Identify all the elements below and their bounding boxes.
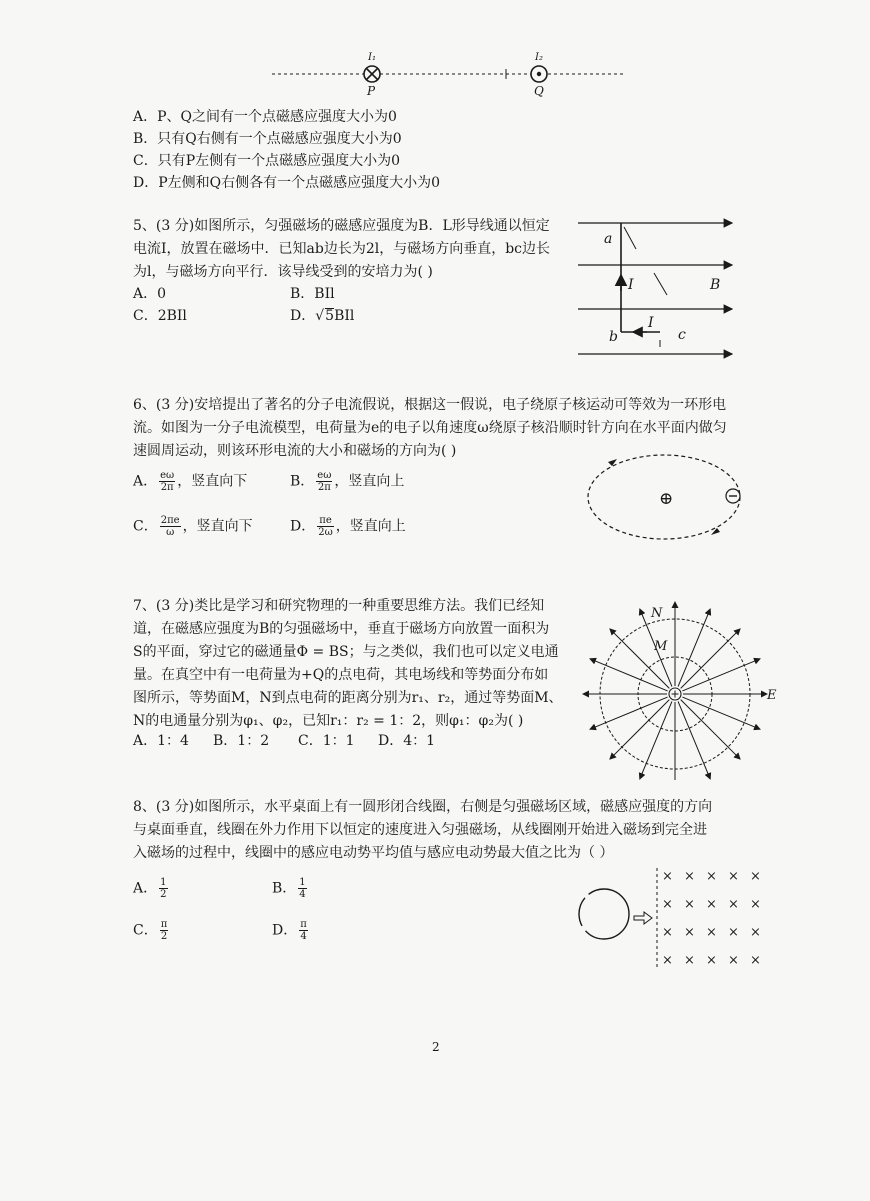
q5-option-d-suffix: BIl [334,308,355,324]
q8-option-c-den: 2 [160,931,168,942]
q6-option-c [133,515,253,538]
q8-option-c-label: C． [133,922,158,939]
q8-field-cross: × [662,897,673,912]
q6-option-d-den: 2ω [318,527,333,538]
q7-stem-line-6: N的电通量分别为φ₁、φ₂，已知r₁：r₂ = 1：2，则φ₁：φ₂为( ) [133,713,524,729]
q8-option-c [133,919,170,942]
q5-l-wire-figure [572,215,742,365]
q6-option-b-num: eω [317,470,332,481]
q8-option-b-num: 1 [299,877,306,888]
q7-option-b: B．1：2 [213,733,270,749]
q7-stem-line-1: 7、(3 分)类比是学习和研究物理的一种重要思维方法。我们已经知 [133,598,545,614]
q4-label-q: Q [534,84,544,98]
q7-label-m: M [654,639,668,654]
q8-field-cross: × [662,953,673,968]
q6-orbit-figure [580,448,752,548]
q6-option-b-label: B． [290,473,315,490]
q5-option-c: C．2BIl [133,308,187,324]
q8-field-cross: × [728,897,739,912]
q7-option-d: D．4：1 [378,733,436,749]
q8-field-cross: × [728,925,739,940]
q6-option-c-den: ω [166,527,175,538]
q8-option-a-den: 2 [160,889,167,900]
q4-option-a: A．P、Q之间有一个点磁感应强度大小为0 [133,109,397,125]
q8-field-cross: × [750,925,761,940]
q8-option-d-fraction [299,919,308,942]
q6-option-a-num: eω [160,470,175,481]
q8-option-d-den: 4 [300,931,307,942]
q6-option-a [133,470,247,493]
q7-field-figure [578,600,778,780]
q6-option-a-den: 2π [160,482,174,493]
q8-field-cross: × [728,869,739,884]
q8-field-cross: × [750,953,761,968]
q6-option-c-label: C． [133,518,158,535]
q8-field-cross: × [684,925,695,940]
q5-label-i-horizontal: I [648,315,654,331]
q8-field-cross: × [684,869,695,884]
q4-label-i2: I₂ [535,52,543,63]
q5-stem-line-3: 为l，与磁场方向平行．该导线受到的安培力为( ) [133,264,433,280]
q5-option-d-label: D． [290,308,316,324]
q8-option-d-num: π [300,919,307,930]
q8-option-c-num: π [160,919,168,930]
q8-field-cross: × [706,953,717,968]
q8-stem-line-1: 8、(3 分)如图所示，水平桌面上有一圆形闭合线圈，右侧是匀强磁场区域，磁感应强度的方向 [133,799,713,815]
q6-option-d [290,515,406,538]
q8-field-cross: × [706,897,717,912]
q8-option-b-fraction [298,877,306,900]
q8-option-d-label: D． [272,922,298,939]
q4-wire-figure [268,50,628,98]
q8-field-cross: × [662,869,673,884]
q5-option-b: B．BIl [290,286,335,302]
q7-option-a: A．1：4 [133,733,189,749]
q8-field-cross: × [750,869,761,884]
q7-stem-line-2: 道，在磁感应强度为B的匀强磁场中，垂直于磁场方向放置一面积为 [133,621,550,637]
q5-stem-line-1: 5、(3 分)如图所示，匀强磁场的磁感应强度为B．L形导线通以恒定 [133,218,550,234]
q8-field-cross: × [728,953,739,968]
q6-option-d-text: ，竖直向上 [335,518,406,535]
q6-option-c-text: ，竖直向下 [182,518,253,535]
q6-stem-line-3: 速圆周运动，则该环形电流的大小和磁场的方向为( ) [133,443,457,459]
q8-field-cross: × [706,869,717,884]
q8-field-cross: × [750,897,761,912]
q8-option-d [272,919,310,942]
q8-option-b [272,877,309,900]
q4-option-b: B．只有Q右侧有一个点磁感应强度大小为0 [133,131,402,147]
q8-field-cross: × [706,925,717,940]
q6-option-b-text: ，竖直向上 [334,473,405,490]
q6-option-c-num: 2πe [160,515,180,526]
q8-coil-field-figure [570,862,770,974]
q8-field-cross: × [684,897,695,912]
q6-stem-line-1: 6、(3 分)安培提出了著名的分子电流假说，根据这一假说，电子绕原子核运动可等效为一环形电 [133,397,727,413]
q5-option-d: D．√5BIl [290,308,355,324]
q5-label-b-field: B [710,277,721,293]
q8-option-c-fraction [160,919,169,942]
q5-option-d-radicand: 5 [325,308,335,324]
q7-label-e: E [767,688,777,703]
q8-stem-line-3: 入磁场的过程中，线圈中的感应电动势平均值与感应电动势最大值之比为（ ） [133,845,614,861]
q8-option-a-label: A． [133,880,158,897]
q4-option-d: D．P左侧和Q右侧各有一个点磁感应强度大小为0 [133,175,441,191]
q6-option-b-fraction [316,470,332,493]
q5-label-a: a [604,231,613,247]
q6-stem-line-2: 流。如图为一分子电流模型，电荷量为e的电子以角速度ω绕原子核沿顺时针方向在水平面内做匀 [133,420,727,436]
q5-label-b: b [609,329,618,345]
q6-option-b-den: 2π [317,482,331,493]
q8-option-a-num: 1 [160,877,167,888]
q6-option-a-text: ，竖直向下 [177,473,248,490]
q7-label-n: N [651,606,663,621]
q7-stem-line-4: 量。在真空中有一电荷量为+Q的点电荷，其电场线和等势面分布如 [133,667,549,683]
q8-field-cross: × [684,953,695,968]
q7-stem-line-3: S的平面，穿过它的磁通量Φ = BS；与之类似，我们也可以定义电通 [133,644,559,660]
q5-label-i-vertical: I [628,277,634,293]
q6-nucleus-icon: ⊕ [659,489,674,509]
q8-field-crosses [662,869,761,968]
q6-option-d-label: D． [290,518,316,535]
q4-label-i1: I₁ [368,52,376,63]
q6-option-a-label: A． [133,473,158,490]
q8-option-a-fraction [159,877,167,900]
q7-option-c: C．1：1 [298,733,355,749]
q8-option-b-label: B． [272,880,297,897]
q7-stem-line-5: 图所示，等势面M，N到点电荷的距离分别为r₁、r₂，通过等势面M、 [133,690,563,706]
q4-option-c: C．只有P左侧有一个点磁感应强度大小为0 [133,153,401,169]
q5-label-c: c [678,327,686,343]
q6-option-d-num: πe [317,515,334,527]
q8-field-cross: × [662,925,673,940]
q8-option-b-den: 4 [299,889,306,900]
q6-option-b [290,470,404,493]
q8-stem-line-2: 与桌面垂直，线圈在外力作用下以恒定的速度进入匀强磁场，从线圈刚开始进入磁场到完全进 [133,822,707,838]
q8-option-a [133,877,170,900]
page-number: 2 [432,1040,440,1054]
q6-option-c-fraction [160,515,181,538]
q6-option-a-fraction [159,470,175,493]
q5-stem-line-2: 电流I，放置在磁场中．已知ab边长为2l，与磁场方向垂直，bc边长 [133,241,551,257]
q4-label-p: P [367,84,376,98]
q6-option-d-fraction [317,515,334,538]
q5-option-a: A．0 [133,286,167,302]
